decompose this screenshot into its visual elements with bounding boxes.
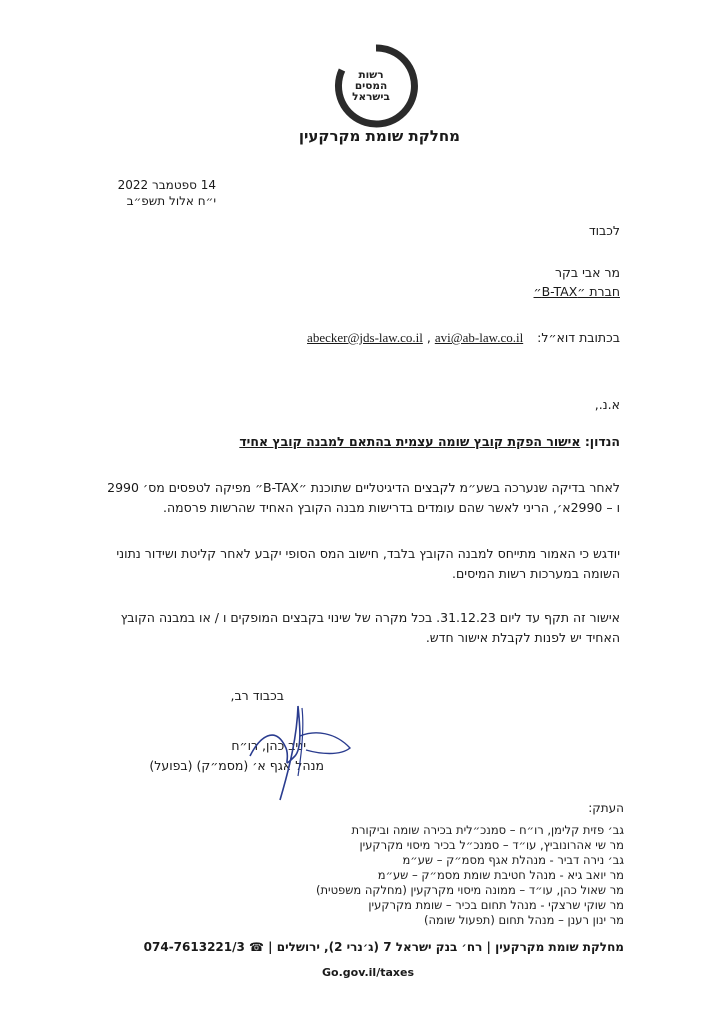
paragraph-3: אישור זה תקף עד ליום 31.12.23. בכל מקרה של שינוי בקבצים המופקים ו / או במבנה הקובץ האחיד יש לפנות לקבלת אישור חדש.	[120, 610, 620, 645]
email-label: בכתובת דוא״ל:	[537, 330, 620, 345]
signer-name: יניב כהן, רו״ח	[231, 738, 306, 753]
cc-item: מר יואב גיא - מנהל חטיבת שומת מסמ״ק – שע״מ	[377, 868, 624, 882]
footer-phone: 074-7613221/3	[143, 940, 245, 954]
cc-item: מר שוקי שרצקי - מנהל תחום בכיר – שומת מקרקעין	[368, 898, 624, 912]
email-link-1[interactable]: abecker@jds-law.co.il	[307, 330, 423, 345]
cc-item: מר שאול כהן, עו״ד – ממונה מיסוי מקרקעין (מחלקה משפטית)	[315, 883, 624, 897]
subject-prefix: הנדון:	[584, 434, 620, 449]
cc-item: מר ינון רענן – מנהל תחום (תפעול שומה)	[424, 913, 624, 927]
cc-item: מר שי אהרונוביץ, עו״ד – סמנכ״ל בכיר מיסוי מקרקעין	[359, 838, 624, 852]
greeting: א.נ.,	[594, 397, 620, 412]
hebrew-date: י״ח אלול תשפ״ב	[126, 194, 216, 208]
footer-department: מחלקת שומת מקרקעין	[495, 940, 624, 954]
footer-contact-line: מחלקת שומת מקרקעין | רח׳ בנק ישראל 7 (ג׳נרי 2), ירושלים | ☎ 074-7613221/3	[143, 940, 624, 954]
email-separator: ,	[426, 330, 431, 345]
logo-line-1: רשות	[358, 69, 384, 81]
logo-line-2: המסים	[354, 80, 388, 92]
footer-address: רח׳ בנק ישראל 7 (ג׳נרי 2), ירושלים	[276, 940, 483, 954]
handwritten-signature-icon	[240, 696, 360, 806]
gregorian-date: 14 ספטמבר 2022	[117, 178, 216, 192]
email-line	[307, 330, 620, 346]
tax-authority-logo	[334, 44, 418, 128]
cc-item: גב׳ פזית קלימן, רו״ח – סמנכ״לית בכירה שומה וביקורת	[351, 823, 624, 837]
salutation: לכבוד	[588, 223, 620, 238]
email-link-2[interactable]: avi@ab-law.co.il	[434, 330, 524, 345]
closing: בכבוד רב,	[230, 688, 284, 703]
department-heading: מחלקת שומת מקרקעין	[298, 127, 460, 145]
subject-text: אישור הפקת קובץ שומה עצמית בהתאם למבנה קובץ אחיד	[239, 434, 581, 449]
phone-icon: ☎	[249, 940, 264, 954]
footer-website[interactable]: Go.gov.il/taxes	[322, 966, 414, 979]
cc-item: גב׳ נירה דביר - מנהלת אגף מסמ״ק – שע״מ	[402, 853, 624, 867]
subject-line	[239, 434, 620, 449]
paragraph-2: יודגש כי האמור מתייחס למבנה הקובץ בלבד, חישוב המס הסופי יקבע לאחר קליטת ושידור נתוני השומה במערכות רשות המיסים.	[116, 546, 620, 581]
logo-line-3: בישראל	[352, 91, 390, 103]
cc-label: העתק:	[588, 801, 624, 815]
recipient-company: חברת ״B-TAX״	[533, 284, 620, 299]
recipient-name: מר אבי בקר	[554, 265, 620, 280]
signer-title: מנהל אגף א׳ (מסמ״ק) (בפועל)	[149, 758, 324, 773]
paragraph-1: לאחר בדיקה שנערכה בשע״מ לקבצים הדיגיטליים שתוכנת ״B-TAX״ מפיקה לטפסים מס׳ 2990 ו – 2990א׳, הריני לאשר שהם עומדים בדרישות מבנה הקובץ האחיד שהרשות פרסמה.	[107, 480, 620, 515]
